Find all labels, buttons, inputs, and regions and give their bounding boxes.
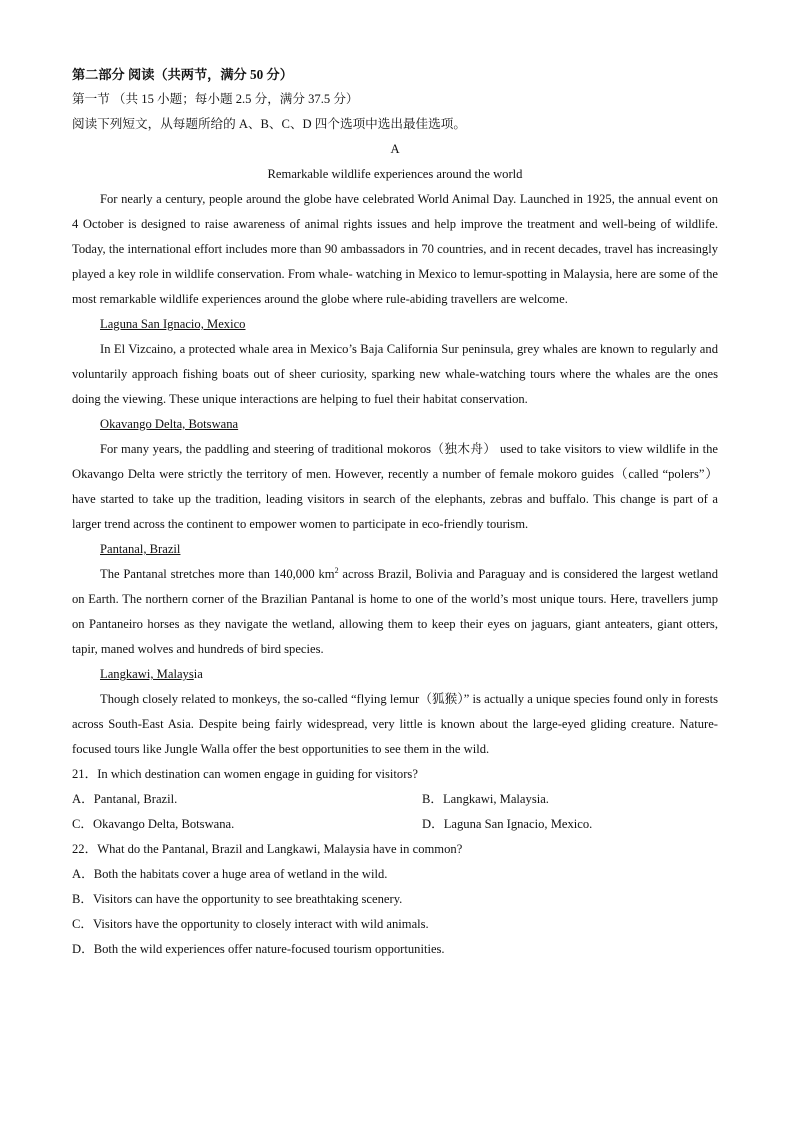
option-21d[interactable]: D．Laguna San Ignacio, Mexico. <box>422 817 593 831</box>
part-title: 第二部分 阅读（共两节，满分 50 分） <box>72 67 293 82</box>
section-heading-malaysia: Langkawi, Malaysia <box>100 667 203 681</box>
section-text-mexico: In El Vizcaino, a protected whale area in Mexico’s Baja California Sur peninsula, grey whales are known to regularly and voluntarily approach fishing boats out of sheer curiosity, sparking new whale-watching tours where the whales are the ones doing the viewing. These unique interactions are helping to fuel their habitat conservation. <box>72 342 718 406</box>
option-21b[interactable]: B．Langkawi, Malaysia. <box>422 792 549 806</box>
option-21c[interactable]: C．Okavango Delta, Botswana. <box>72 817 235 831</box>
question-21-options-row1 <box>72 787 718 812</box>
passage-title: Remarkable wildlife experiences around the world <box>267 167 523 181</box>
instruction: 阅读下列短文，从每题所给的 A、B、C、D 四个选项中选出最佳选项。 <box>72 117 466 131</box>
question-21-stem: 21．In which destination can women engage in guiding for visitors? <box>72 767 418 781</box>
option-22b[interactable]: B．Visitors can have the opportunity to see breathtaking scenery. <box>72 892 403 906</box>
option-22a[interactable]: A．Both the habitats cover a huge area of wetland in the wild. <box>72 867 388 881</box>
section-text-malaysia: Though closely related to monkeys, the so-called “flying lemur（狐猴）” is actually a unique species found only in forests across South-East Asia. Despite being fairly widespread, very little is known about the large-eyed gliding creature. Nature-focused tours like Jungle Walla offer the best opportunities to see them in the wild. <box>72 692 718 756</box>
option-21a[interactable]: A．Pantanal, Brazil. <box>72 792 178 806</box>
exam-page <box>72 62 718 962</box>
section-heading-botswana: Okavango Delta, Botswana <box>100 417 239 431</box>
question-22-stem: 22．What do the Pantanal, Brazil and Langkawi, Malaysia have in common? <box>72 842 463 856</box>
question-21-options-row2 <box>72 812 718 837</box>
intro-paragraph: For nearly a century, people around the globe have celebrated World Animal Day. Launched in 1925, the annual event on 4 October is designed to raise awareness of animal rights issues and help improve the treatment and well-being of wildlife. Today, the international effort includes more than 90 ambassadors in 70 countries, and in recent decades, travel has increasingly played a key role in wildlife conservation. From whale- watching in Mexico to lemur-spotting in Malaysia, here are some of the most remarkable wildlife experiences around the globe where rule-abiding travellers are welcome. <box>72 192 718 306</box>
option-22c[interactable]: C．Visitors have the opportunity to closely interact with wild animals. <box>72 917 429 931</box>
section-title: 第一节 （共 15 小题；每小题 2.5 分，满分 37.5 分） <box>72 92 359 106</box>
section-heading-mexico: Laguna San Ignacio, Mexico <box>100 317 246 331</box>
section-text-botswana: For many years, the paddling and steering of traditional mokoros（独木舟） used to take visitors to view wildlife in the Okavango Delta were strictly the territory of men. However, recently a number of female mokoro guides（called “polers”） have started to take up the tradition, leading visitors in search of the elephants, zebras and buffalo. This change is part of a larger trend across the continent to empower women to participate in eco-friendly tourism. <box>72 442 718 531</box>
section-text-brazil: The Pantanal stretches more than 140,000 $km^2$ across Brazil, Bolivia and Paraguay and is considered the largest wetland on Earth. The northern corner of the Brazilian Pantanal is home to one of the world’s most unique tours. Here, travellers jump on Pantaneiro horses as they navigate the wetland, allowing them to keep their eyes on jaguars, giant anteaters, giant otters, tapir, maned wolves and hundreds of bird species. <box>72 565 718 656</box>
passage-letter: A <box>390 142 400 156</box>
option-22d[interactable]: D．Both the wild experiences offer nature-focused tourism opportunities. <box>72 942 445 956</box>
section-heading-brazil: Pantanal, Brazil <box>100 542 181 556</box>
